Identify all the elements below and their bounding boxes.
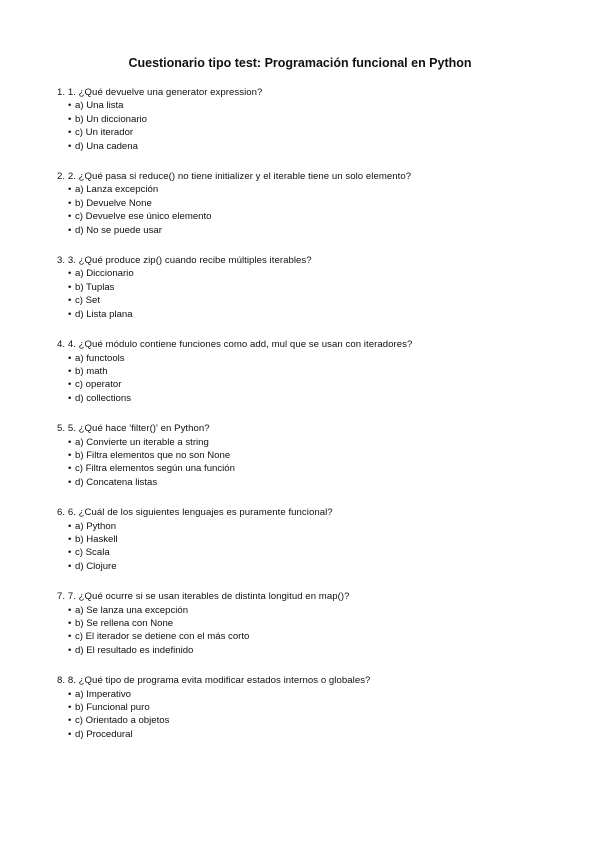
option-text: b) math bbox=[75, 365, 108, 377]
option-item bbox=[68, 197, 577, 210]
question-1 bbox=[57, 86, 577, 153]
bullet-icon: • bbox=[68, 365, 72, 377]
bullet-icon: • bbox=[68, 533, 72, 545]
question-text: 4. 4. ¿Qué módulo contiene funciones como add, mul que se usan con iteradores? bbox=[57, 339, 413, 351]
option-item bbox=[68, 267, 577, 280]
option-item bbox=[68, 224, 577, 237]
bullet-icon: • bbox=[68, 392, 72, 404]
option-text: b) Funcional puro bbox=[75, 702, 150, 714]
option-item bbox=[68, 113, 577, 126]
option-text: d) El resultado es indefinido bbox=[75, 644, 194, 656]
option-text: a) functools bbox=[75, 352, 125, 364]
option-text: a) Imperativo bbox=[75, 688, 131, 700]
question-text: 8. 8. ¿Qué tipo de programa evita modificar estados internos o globales? bbox=[57, 675, 371, 687]
option-text: a) Lanza excepción bbox=[75, 184, 159, 196]
option-item bbox=[68, 604, 577, 617]
question-text: 6. 6. ¿Cuál de los siguientes lenguajes es puramente funcional? bbox=[57, 507, 333, 519]
option-item bbox=[68, 533, 577, 546]
option-list bbox=[57, 436, 577, 490]
bullet-icon: • bbox=[68, 520, 72, 532]
question-6 bbox=[57, 506, 577, 573]
option-item bbox=[68, 436, 577, 449]
question-text: 3. 3. ¿Qué produce zip() cuando recibe múltiples iterables? bbox=[57, 255, 312, 267]
option-text: c) Set bbox=[75, 295, 101, 307]
document-title: Cuestionario tipo test: Programación funcional en Python bbox=[128, 56, 472, 70]
bullet-icon: • bbox=[68, 618, 72, 629]
option-text: a) Convierte un iterable a string bbox=[75, 436, 209, 448]
option-text: c) Filtra elementos según una función bbox=[75, 463, 235, 475]
bullet-icon: • bbox=[68, 140, 72, 152]
option-list bbox=[57, 183, 577, 237]
question-7 bbox=[57, 590, 577, 657]
bullet-icon: • bbox=[68, 352, 72, 364]
bullet-icon: • bbox=[68, 197, 72, 209]
option-item bbox=[68, 546, 577, 559]
option-item bbox=[68, 281, 577, 294]
option-text: a) Una lista bbox=[75, 100, 124, 112]
bullet-icon: • bbox=[68, 379, 72, 391]
option-item bbox=[68, 183, 577, 196]
option-item bbox=[68, 617, 577, 630]
bullet-icon: • bbox=[68, 436, 72, 448]
option-list bbox=[57, 520, 577, 574]
option-list bbox=[57, 604, 577, 658]
option-text: d) No se puede usar bbox=[75, 224, 162, 236]
option-item bbox=[68, 99, 577, 112]
option-item bbox=[68, 644, 577, 657]
bullet-icon: • bbox=[68, 631, 72, 643]
option-item bbox=[68, 520, 577, 533]
option-list bbox=[57, 267, 577, 321]
bullet-icon: • bbox=[68, 295, 72, 307]
option-item bbox=[68, 560, 577, 573]
option-text: d) Clojure bbox=[75, 560, 117, 572]
bullet-icon: • bbox=[68, 449, 72, 461]
option-item bbox=[68, 462, 577, 475]
option-item bbox=[68, 630, 577, 643]
bullet-icon: • bbox=[68, 184, 72, 196]
option-text: c) operator bbox=[75, 379, 122, 391]
option-text: b) Filtra elementos que no son None bbox=[75, 449, 231, 461]
option-item bbox=[68, 701, 577, 714]
question-list bbox=[57, 86, 577, 758]
bullet-icon: • bbox=[68, 268, 72, 280]
option-text: b) Tuplas bbox=[75, 281, 115, 293]
bullet-icon: • bbox=[68, 100, 72, 112]
question-text: 7. 7. ¿Qué ocurre si se usan iterables de distinta longitud en map()? bbox=[57, 591, 350, 603]
bullet-icon: • bbox=[68, 463, 72, 475]
option-text: c) Un iterador bbox=[75, 127, 134, 139]
option-text: c) Orientado a objetos bbox=[75, 715, 170, 727]
bullet-icon: • bbox=[68, 715, 72, 727]
option-item bbox=[68, 140, 577, 153]
bullet-icon: • bbox=[68, 308, 72, 320]
option-text: b) Se rellena con None bbox=[75, 618, 174, 629]
option-text: b) Devuelve None bbox=[75, 197, 152, 209]
option-text: d) Procedural bbox=[75, 728, 133, 740]
bullet-icon: • bbox=[68, 702, 72, 714]
option-text: a) Python bbox=[75, 520, 117, 532]
bullet-icon: • bbox=[68, 547, 72, 559]
option-item bbox=[68, 688, 577, 701]
option-text: c) Scala bbox=[75, 547, 110, 559]
option-item bbox=[68, 714, 577, 727]
option-text: a) Se lanza una excepción bbox=[75, 604, 189, 616]
option-item bbox=[68, 378, 577, 391]
question-3 bbox=[57, 254, 577, 321]
question-2 bbox=[57, 170, 577, 237]
option-item bbox=[68, 308, 577, 321]
option-item bbox=[68, 210, 577, 223]
question-text: 1. 1. ¿Qué devuelve una generator expression? bbox=[57, 87, 263, 98]
option-item bbox=[68, 294, 577, 307]
question-text: 2. 2. ¿Qué pasa si reduce() no tiene initializer y el iterable tiene un solo elemento? bbox=[57, 171, 412, 183]
bullet-icon: • bbox=[68, 281, 72, 293]
option-text: c) Devuelve ese único elemento bbox=[75, 211, 212, 223]
bullet-icon: • bbox=[68, 644, 72, 656]
bullet-icon: • bbox=[68, 728, 72, 740]
option-item bbox=[68, 476, 577, 489]
bullet-icon: • bbox=[68, 224, 72, 236]
bullet-icon: • bbox=[68, 476, 72, 488]
question-8 bbox=[57, 674, 577, 741]
option-item bbox=[68, 449, 577, 462]
option-item bbox=[68, 352, 577, 365]
option-text: b) Haskell bbox=[75, 533, 118, 545]
option-text: a) Diccionario bbox=[75, 268, 134, 280]
option-text: d) Una cadena bbox=[75, 140, 138, 152]
option-text: d) Lista plana bbox=[75, 308, 133, 320]
option-text: c) El iterador se detiene con el más corto bbox=[75, 631, 250, 643]
option-text: d) collections bbox=[75, 392, 131, 404]
question-4 bbox=[57, 338, 577, 405]
bullet-icon: • bbox=[68, 113, 72, 125]
option-item bbox=[68, 728, 577, 741]
bullet-icon: • bbox=[68, 688, 72, 700]
option-list bbox=[57, 688, 577, 742]
bullet-icon: • bbox=[68, 127, 72, 139]
bullet-icon: • bbox=[68, 560, 72, 572]
question-5 bbox=[57, 422, 577, 489]
option-item bbox=[68, 392, 577, 405]
question-text: 5. 5. ¿Qué hace 'filter()' en Python? bbox=[57, 423, 210, 435]
option-text: d) Concatena listas bbox=[75, 476, 158, 488]
bullet-icon: • bbox=[68, 211, 72, 223]
option-item bbox=[68, 365, 577, 378]
bullet-icon: • bbox=[68, 604, 72, 616]
option-list bbox=[57, 99, 577, 153]
option-list bbox=[57, 352, 577, 406]
option-text: b) Un diccionario bbox=[75, 113, 147, 125]
option-item bbox=[68, 126, 577, 139]
